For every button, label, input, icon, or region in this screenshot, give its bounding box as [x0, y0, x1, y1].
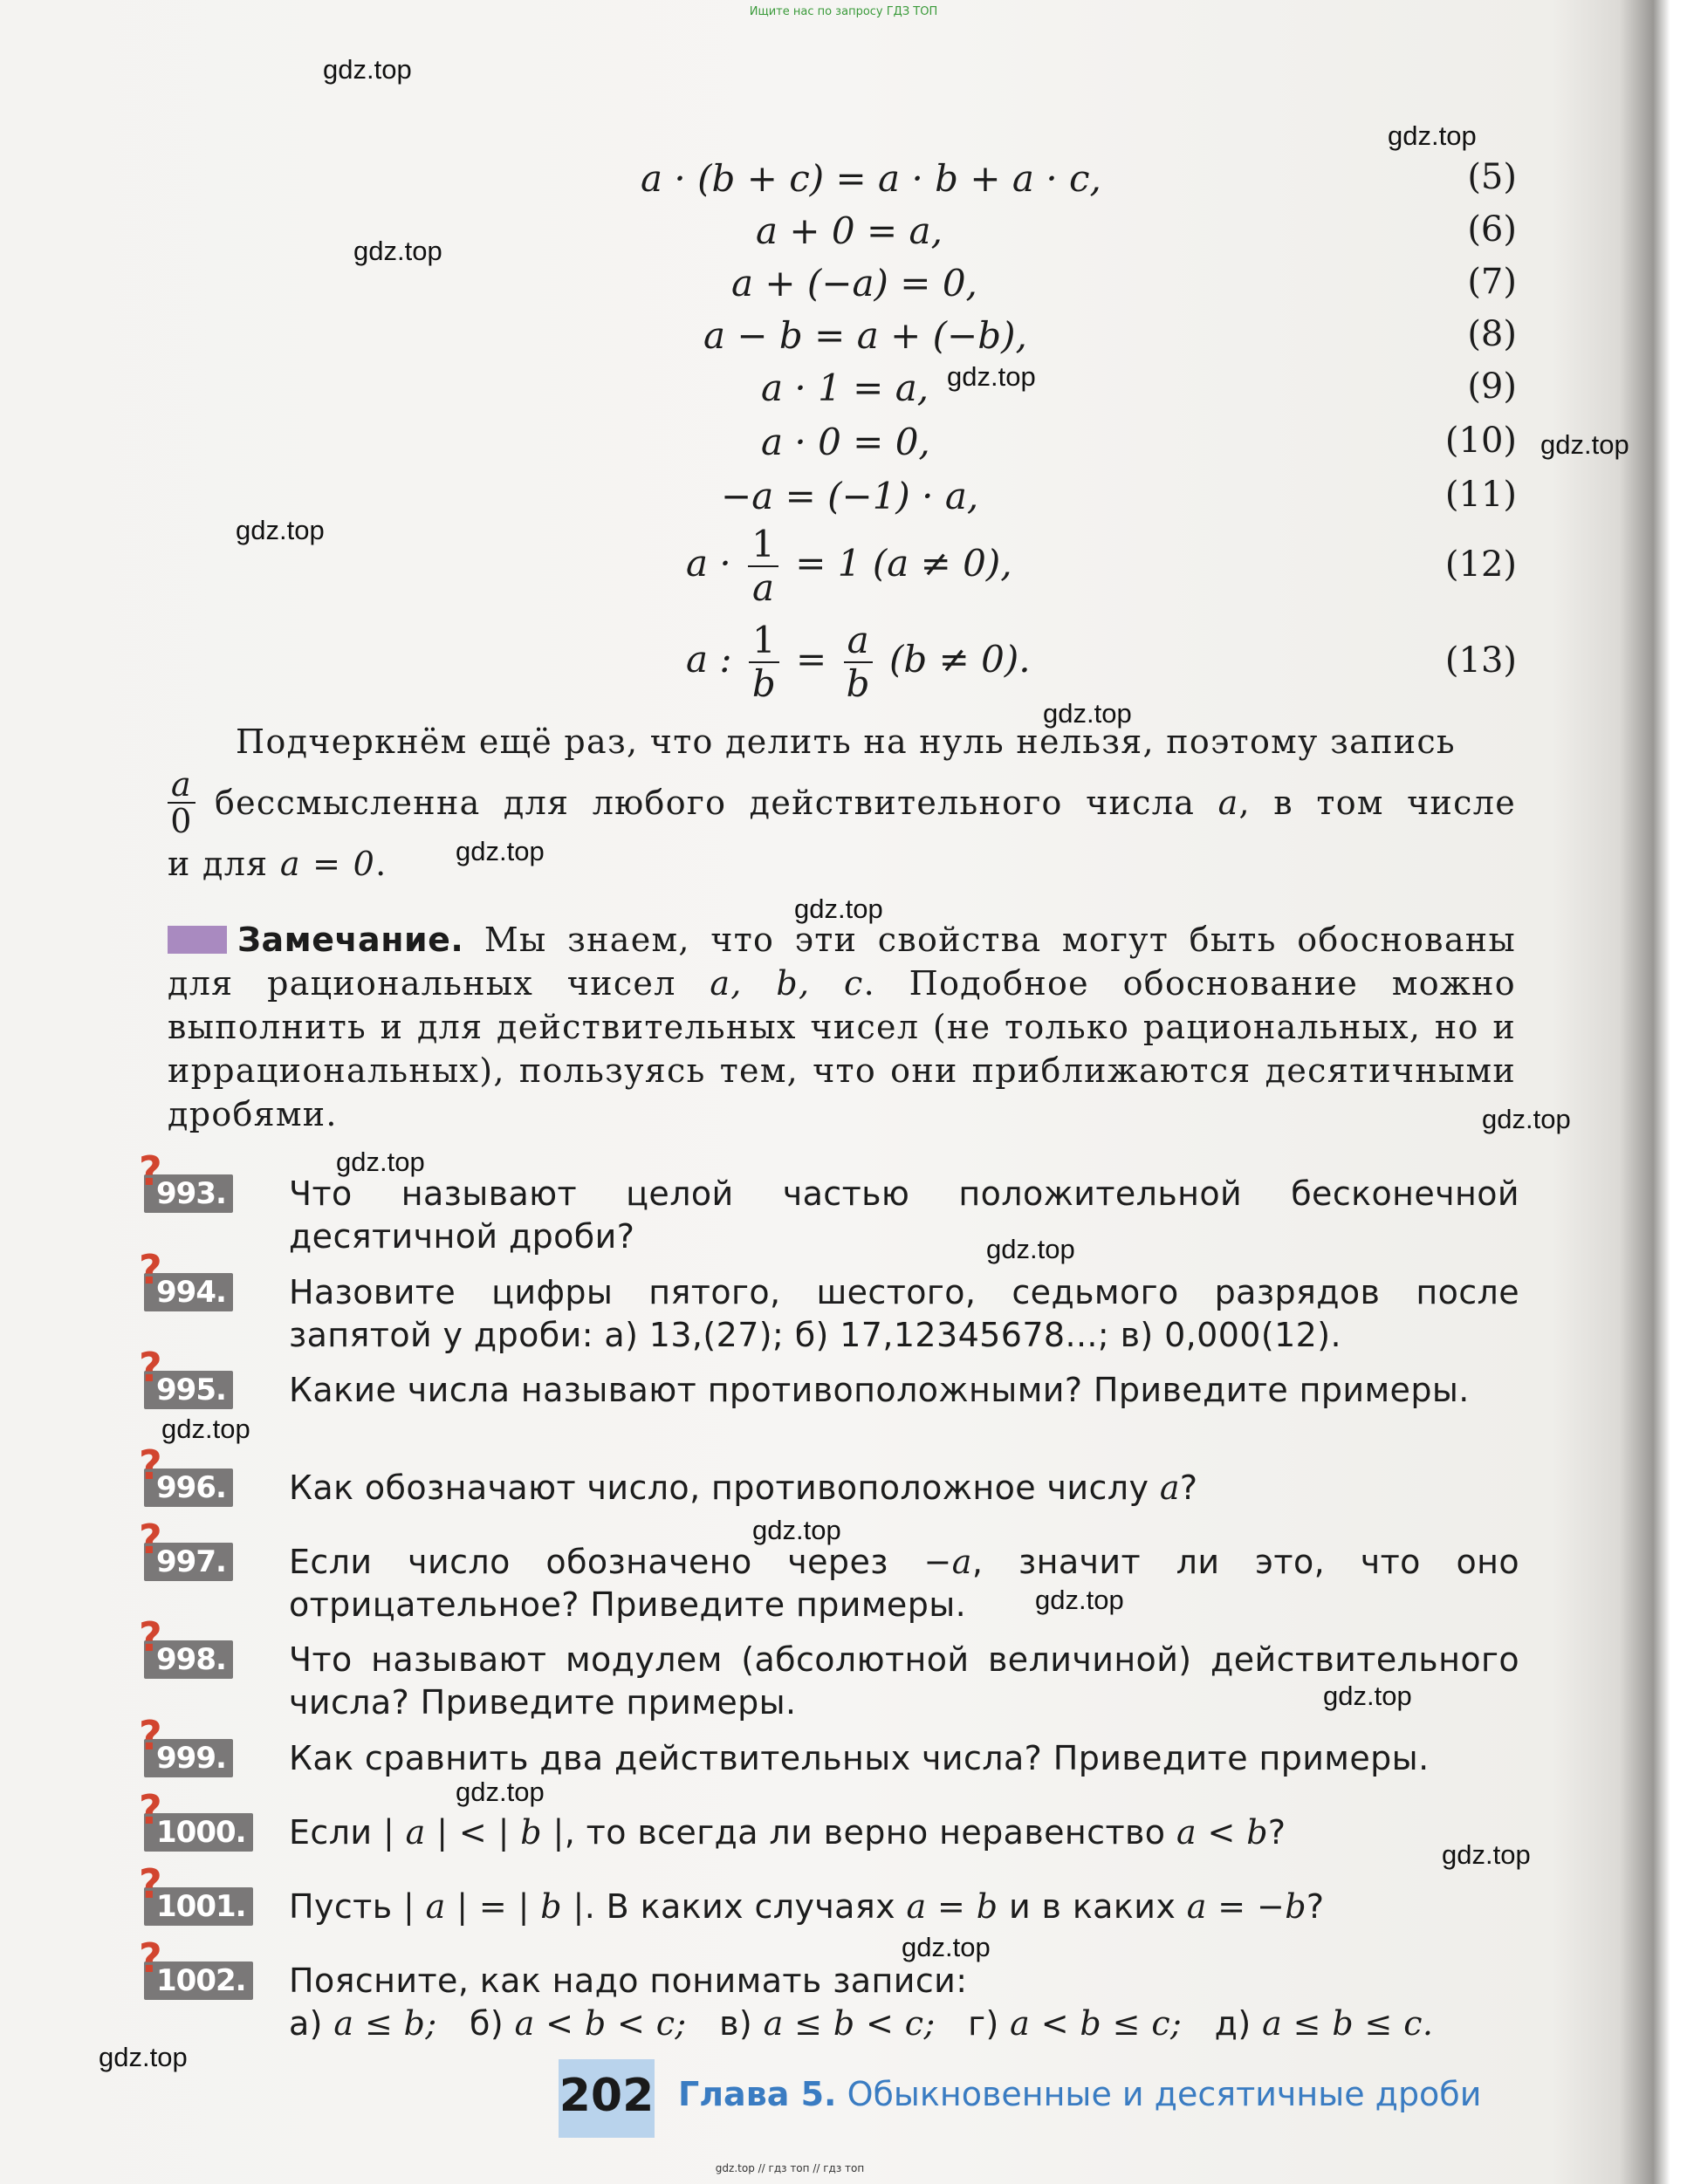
- watermark: gdz.top: [1442, 1839, 1531, 1870]
- paragraph-text: , в том числе: [1238, 784, 1516, 822]
- watermark: gdz.top: [99, 2042, 188, 2072]
- fraction-denominator: b: [751, 662, 776, 705]
- expression: a < b: [1176, 1813, 1268, 1852]
- formula-number: (10): [1444, 421, 1517, 461]
- formula-expression: a + 0 = a,: [756, 209, 943, 252]
- watermark: gdz.top: [456, 1777, 545, 1807]
- paragraph-line: [168, 763, 1516, 842]
- question-mark-icon: ?: [139, 1613, 161, 1660]
- question-number: 999.: [156, 1741, 226, 1776]
- question-number: 1001.: [156, 1889, 246, 1924]
- formula-number: (5): [1467, 157, 1517, 197]
- expression: | a | < | b |: [382, 1813, 565, 1852]
- watermark: gdz.top: [323, 54, 412, 85]
- paragraph-text: и для: [168, 845, 269, 883]
- formula-number: (9): [1467, 366, 1517, 407]
- variable: −a: [923, 1543, 972, 1581]
- option-label: г): [968, 2004, 999, 2043]
- variable: a: [1217, 784, 1239, 822]
- formula-6: [0, 209, 1687, 262]
- option-expression: a < b < c;: [514, 2004, 687, 2043]
- question-number-badge: [139, 1613, 233, 1679]
- paragraph-text: [215, 781, 1516, 825]
- formula-expression: a + (−a) = 0,: [731, 262, 977, 305]
- watermark: gdz.top: [1388, 120, 1477, 151]
- option-expression: a < b ≤ c;: [1010, 2004, 1183, 2043]
- question-text: Назовите цифры пятого, шестого, седьмого разрядов после запятой у дроби: а) 13,(27); б) 17,12345678...; в) 0,000(12).: [289, 1273, 1519, 1354]
- question-mark-icon: ?: [139, 1786, 161, 1833]
- question-text-part: ?: [1267, 1813, 1286, 1852]
- question-text: [289, 1960, 1519, 2045]
- option-label: б): [470, 2004, 504, 2043]
- question-number-badge: [139, 1516, 233, 1581]
- variable: a: [1159, 1469, 1180, 1507]
- formula-expression: [686, 524, 1012, 609]
- question-number-badge: [139, 1786, 253, 1852]
- expression: | a | = | b |: [402, 1887, 585, 1926]
- formula-8: [0, 314, 1687, 366]
- watermark: gdz.top: [752, 1515, 841, 1545]
- fraction-numerator: 1: [748, 524, 778, 567]
- question-mark-icon: ?: [139, 1860, 161, 1907]
- paragraph-division-by-zero: [168, 720, 1516, 886]
- question-number: 1000.: [156, 1815, 246, 1850]
- fraction-numerator: 1: [749, 620, 779, 663]
- fraction-denominator: a: [751, 566, 774, 609]
- question-number-badge: [139, 1712, 233, 1777]
- question-number-badge: [139, 1860, 253, 1926]
- question-number: 994.: [156, 1275, 226, 1310]
- expression: a = 0: [279, 845, 376, 883]
- watermark: gdz.top: [902, 1932, 991, 1962]
- question-text: Что называют целой частью положительной бесконечной десятичной дроби?: [289, 1174, 1519, 1256]
- formula-5: [0, 157, 1687, 209]
- fraction-numerator: a: [844, 620, 873, 663]
- question-text-part: ?: [1179, 1469, 1198, 1507]
- formula-13: [0, 620, 1687, 707]
- watermark: gdz.top: [336, 1147, 425, 1177]
- question-text: [289, 1467, 1519, 1510]
- question-mark-icon: ?: [139, 1344, 161, 1391]
- question-mark-icon: ?: [139, 1147, 161, 1195]
- paragraph-line: Подчеркнём ещё раз, что делить на нуль нельзя, поэтому запись: [236, 722, 1456, 761]
- chapter-label: Глава 5.: [678, 2075, 837, 2113]
- option-label: д): [1214, 2004, 1252, 2043]
- watermark: gdz.top: [947, 361, 1036, 392]
- question-text-part: Пусть: [289, 1887, 393, 1926]
- option-label: в): [719, 2004, 753, 2043]
- watermark: gdz.top: [353, 236, 442, 266]
- question-text: Как сравнить два действительных числа? Приведите примеры.: [289, 1739, 1430, 1777]
- formula-10: [0, 421, 1687, 473]
- formula-expression: [686, 620, 1031, 705]
- note-text: Мы знаем, что эти свойства могут быть обоснованы для рациональных чисел: [168, 921, 1516, 1003]
- watermark: gdz.top: [1323, 1681, 1412, 1711]
- question-mark-icon: ?: [139, 1712, 161, 1759]
- formula-part: a ·: [686, 542, 731, 585]
- chapter-title: [678, 2075, 1481, 2113]
- top-banner: Ищите нас по запросу ГДЗ ТОП: [749, 5, 938, 18]
- question-number: 1002.: [156, 1963, 246, 1998]
- question-text-part: ?: [1306, 1887, 1325, 1926]
- question-number: 996.: [156, 1470, 226, 1505]
- note-title: Замечание.: [237, 921, 464, 959]
- fraction: [748, 524, 778, 609]
- question-text: Что называют модулем (абсолютной величиной) действительного числа? Приведите примеры.: [289, 1640, 1519, 1722]
- formula-number: (6): [1467, 209, 1517, 250]
- formula-number: (13): [1444, 640, 1517, 681]
- formula-part: a :: [686, 638, 732, 681]
- formula-number: (8): [1467, 314, 1517, 354]
- question-mark-icon: ?: [139, 1441, 161, 1489]
- question-text-part: Если: [289, 1813, 373, 1852]
- question-text-part: , то всегда ли верно неравенство: [564, 1813, 1166, 1852]
- formula-number: (12): [1444, 544, 1517, 585]
- question-number-badge: [139, 1934, 253, 2000]
- formula-expression: a − b = a + (−b),: [703, 314, 1027, 357]
- expression: a = −b: [1186, 1887, 1306, 1926]
- page-number: 202: [559, 2059, 655, 2138]
- watermark: gdz.top: [1482, 1104, 1571, 1134]
- formula-12: [0, 524, 1687, 611]
- question-text: [289, 1541, 1519, 1626]
- formula-expression: a · 0 = 0,: [761, 421, 930, 463]
- question-mark-icon: ?: [139, 1516, 161, 1563]
- question-text-part: Поясните, как надо понимать записи:: [289, 1961, 968, 2000]
- fraction-numerator: a: [168, 767, 195, 804]
- paragraph-text: бессмысленна для любого действительного числа: [214, 784, 1196, 822]
- formula-part: (b ≠ 0).: [888, 638, 1031, 681]
- question-number: 997.: [156, 1544, 226, 1579]
- chapter-name: Обыкновенные и десятичные дроби: [847, 2075, 1482, 2113]
- formula-part: = 1 (a ≠ 0),: [795, 542, 1012, 585]
- question-number: 993.: [156, 1176, 226, 1211]
- question-text-part: Как обозначают число, противоположное числу: [289, 1469, 1149, 1507]
- formula-number: (11): [1444, 475, 1517, 515]
- option-expression: a ≤ b ≤ c.: [1262, 2004, 1434, 2043]
- fraction-denominator: b: [846, 662, 870, 705]
- fraction-denominator: 0: [170, 802, 193, 840]
- question-text: [289, 1886, 1519, 1928]
- formula-expression: −a = (−1) · a,: [721, 475, 979, 517]
- question-text-part: . В каких случаях: [584, 1887, 896, 1926]
- watermark: gdz.top: [1540, 429, 1629, 460]
- watermark: gdz.top: [236, 515, 325, 545]
- watermark: gdz.top: [161, 1414, 250, 1444]
- formula-part: =: [796, 638, 827, 681]
- question-mark-icon: ?: [139, 1246, 161, 1293]
- watermark: gdz.top: [1035, 1585, 1124, 1615]
- watermark: gdz.top: [1043, 698, 1132, 729]
- formula-number: (7): [1467, 262, 1517, 302]
- formula-9: [0, 366, 1687, 419]
- formula-11: [0, 475, 1687, 527]
- question-text: [289, 1811, 1519, 1854]
- paragraph-text: .: [375, 845, 387, 883]
- question-number-badge: [139, 1246, 233, 1311]
- expression: a = b: [906, 1887, 998, 1926]
- fraction: [749, 620, 779, 705]
- fraction: [844, 620, 873, 705]
- variables: a, b, c: [710, 964, 864, 1003]
- fraction-a-over-zero: [168, 767, 195, 839]
- note-text: . Подобное обоснование можно выполнить и для действительных чисел (не только рациональных, но и иррациональных), пользуясь тем, что они приближаются десятичными дробями.: [168, 964, 1516, 1133]
- question-number-badge: [139, 1441, 233, 1507]
- note-block: [168, 918, 1516, 1136]
- answer-options: [289, 2003, 1519, 2045]
- bottom-banner: gdz.top // гдз топ // гдз топ: [715, 2162, 865, 2174]
- question-number: 995.: [156, 1373, 226, 1407]
- question-text: Какие числа называют противоположными? Приведите примеры.: [289, 1371, 1470, 1409]
- question-text-part: Если число обозначено через: [289, 1543, 888, 1581]
- note-marker-icon: [168, 926, 227, 954]
- option-expression: a ≤ b;: [333, 2004, 437, 2043]
- watermark: gdz.top: [986, 1234, 1075, 1264]
- formula-expression: a · 1 = a,: [761, 366, 929, 409]
- question-mark-icon: ?: [139, 1934, 161, 1982]
- formula-7: [0, 262, 1687, 314]
- option-label: а): [289, 2004, 323, 2043]
- formula-expression: a · (b + c) = a · b + a · c,: [641, 157, 1101, 200]
- question-number: 998.: [156, 1642, 226, 1677]
- paragraph-line: [168, 842, 1516, 886]
- watermark: gdz.top: [456, 836, 545, 866]
- question-number-badge: [139, 1344, 233, 1409]
- watermark: gdz.top: [794, 893, 883, 924]
- question-text-part: , значит ли это, что оно отрицательное? Приведите примеры.: [289, 1543, 1520, 1624]
- question-text-part: и в каких: [1008, 1887, 1176, 1926]
- option-expression: a ≤ b < c;: [763, 2004, 936, 2043]
- question-number-badge: [139, 1147, 233, 1213]
